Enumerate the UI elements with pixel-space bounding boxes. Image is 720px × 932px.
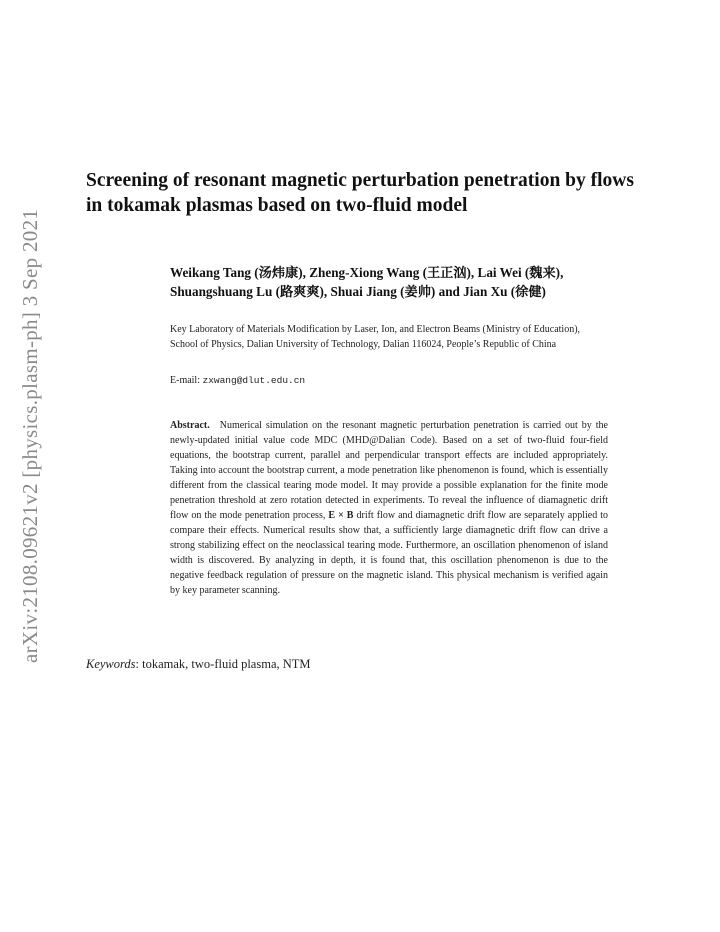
author-list: Weikang Tang (汤炜康), Zheng-Xiong Wang (王正汹), Lai Wei (魏来), Shuangshuang Lu (路爽爽), Shuai Jiang (姜帅) and Jian Xu (徐健) (170, 265, 564, 299)
email-label: E-mail: (170, 375, 200, 386)
email-address[interactable]: zxwang@dlut.edu.cn (202, 375, 306, 386)
abstract-text-part1: Numerical simulation on the resonant magnetic perturbation penetration is carried out by the newly-updated initial value code MDC (MHD@Dalian Code). Based on a set of two-fluid four-field equations, the bootstrap current, parallel and perpendicular transport effects are included appropriately. Taking into account the bootstrap current, a mode penetration like phenomenon is found, which is essentially different from the classical tearing mode model. It may provide a possible explanation for the finite mode penetration threshold at zero rotation detected in experiments. To reveal the influence of diamagnetic drift flow on the mode penetration process, (170, 420, 608, 521)
abstract-heading: Abstract. (170, 420, 210, 431)
abstract-text-part2: drift flow and diamagnetic drift flow are separately applied to compare their effects. Numerical results show that, a sufficiently large diamagnetic drift flow can drive a strong stabilizing effect on the neoclassical tearing mode. Furthermore, an oscillation phenomenon of island width is discovered. By analyzing in depth, it is found that, this oscillation phenomenon is due to the negative feedback regulation of pressure on the magnetic island. This physical mechanism is verified again by key parameter scanning. (170, 510, 609, 596)
paper-title: Screening of resonant magnetic perturbation penetration by flows in tokamak plasmas based on two-fluid model (86, 170, 634, 216)
keywords-line (86, 656, 586, 672)
email-line (170, 374, 610, 388)
arxiv-identifier: arXiv:2108.09621v2 [physics.plasm-ph] 3 Sep 2021 (18, 208, 42, 663)
abstract-math-exb: E × B (328, 510, 354, 521)
abstract (170, 418, 608, 598)
keywords-label: Keywords (86, 657, 136, 671)
affiliation: Key Laboratory of Materials Modification by Laser, Ion, and Electron Beams (Ministry of Education), School of Physics, Dalian University of Technology, Dalian 116024, People’s Republic of China (170, 324, 581, 350)
keywords-list: : tokamak, two-fluid plasma, NTM (135, 657, 311, 671)
